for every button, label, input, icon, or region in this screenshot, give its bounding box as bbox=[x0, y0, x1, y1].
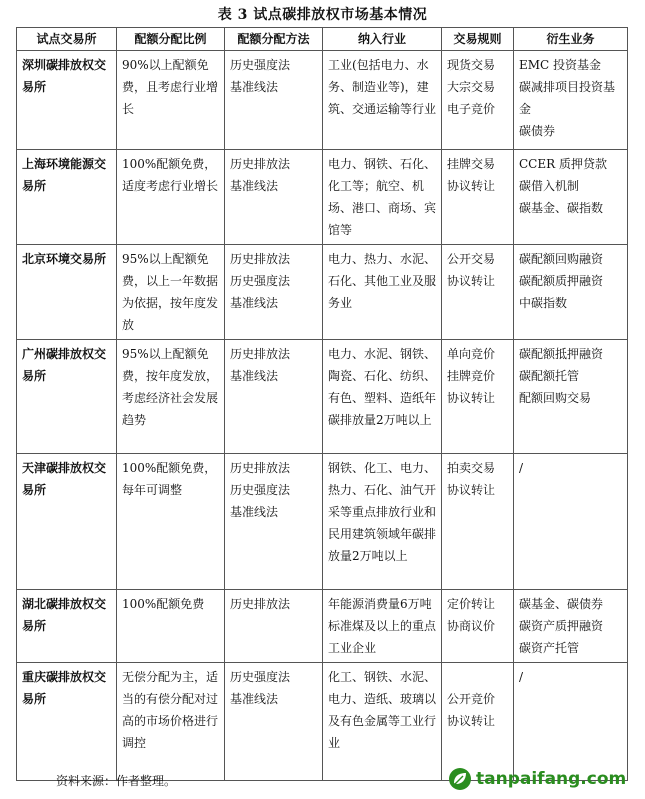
exchange-name: 天津碳排放权交易所 bbox=[17, 454, 117, 590]
derivative-business bbox=[514, 454, 628, 590]
table-row bbox=[17, 590, 628, 663]
derivative-business bbox=[514, 590, 628, 663]
allocation-method-line: 基准线法 bbox=[230, 296, 279, 310]
exchange-name: 重庆碳排放权交易所 bbox=[17, 663, 117, 781]
trading-rules bbox=[442, 454, 514, 590]
table-row bbox=[17, 340, 628, 454]
derivative-business-line: / bbox=[519, 670, 524, 684]
trading-rules-line: 大宗交易 bbox=[447, 80, 496, 94]
allocation-method-line: 基准线法 bbox=[230, 80, 279, 94]
allocation-method bbox=[225, 150, 323, 245]
trading-rules-line: 协商议价 bbox=[447, 619, 496, 633]
derivative-business bbox=[514, 150, 628, 245]
trading-rules-line: 协议转让 bbox=[447, 714, 496, 728]
covered-industry: 电力、水泥、钢铁、陶瓷、石化、纺织、有色、塑料、造纸年碳排放量2万吨以上 bbox=[323, 340, 442, 454]
derivative-business bbox=[514, 663, 628, 781]
trading-rules bbox=[442, 590, 514, 663]
trading-rules-line: 拍卖交易 bbox=[447, 461, 496, 475]
header-rules: 交易规则 bbox=[442, 28, 514, 51]
derivative-business bbox=[514, 51, 628, 150]
allocation-method-line: 历史排放法 bbox=[230, 252, 291, 266]
allocation-ratio: 95%以上配额免费，以上一年数据为依据，按年度发放 bbox=[117, 245, 225, 340]
trading-rules-line: 协议转让 bbox=[447, 274, 496, 288]
allocation-method bbox=[225, 51, 323, 150]
trading-rules-line bbox=[447, 666, 508, 688]
derivative-business-line: EMC 投资基金 bbox=[519, 58, 602, 72]
allocation-method bbox=[225, 454, 323, 590]
allocation-method bbox=[225, 663, 323, 781]
allocation-method-line: 历史强度法 bbox=[230, 58, 291, 72]
covered-industry: 年能源消费量6万吨标准煤及以上的重点工业企业 bbox=[323, 590, 442, 663]
derivative-business-line: 碳债券 bbox=[519, 124, 556, 138]
allocation-method-line: 基准线法 bbox=[230, 692, 279, 706]
allocation-ratio: 100%配额免费 bbox=[117, 590, 225, 663]
allocation-method-line: 历史排放法 bbox=[230, 157, 291, 171]
derivative-business-line: 碳配额托管 bbox=[519, 369, 580, 383]
covered-industry: 工业(包括电力、水务、制造业等)，建筑、交通运输等行业 bbox=[323, 51, 442, 150]
exchange-name: 广州碳排放权交易所 bbox=[17, 340, 117, 454]
trading-rules-line: 协议转让 bbox=[447, 179, 496, 193]
allocation-ratio: 无偿分配为主，适当的有偿分配对过高的市场价格进行调控 bbox=[117, 663, 225, 781]
trading-rules-line: 公开竞价 bbox=[447, 692, 496, 706]
trading-rules-line: 协议转让 bbox=[447, 483, 496, 497]
derivative-business-line: / bbox=[519, 461, 524, 475]
derivative-business-line: 中碳指数 bbox=[519, 296, 568, 310]
allocation-method bbox=[225, 340, 323, 454]
covered-industry: 化工、钢铁、水泥、电力、造纸、玻璃以及有色金属等工业行业 bbox=[323, 663, 442, 781]
exchange-name: 上海环境能源交易所 bbox=[17, 150, 117, 245]
table-row bbox=[17, 663, 628, 781]
trading-rules-line: 挂牌竞价 bbox=[447, 369, 496, 383]
derivative-business-line: 碳基金、碳债券 bbox=[519, 597, 604, 611]
derivative-business bbox=[514, 245, 628, 340]
derivative-business-line: 碳借入机制 bbox=[519, 179, 580, 193]
table-row bbox=[17, 245, 628, 340]
derivative-business-line: 碳基金、碳指数 bbox=[519, 201, 604, 215]
allocation-ratio: 90%以上配额免费，且考虑行业增长 bbox=[117, 51, 225, 150]
trading-rules-line: 电子竞价 bbox=[447, 102, 496, 116]
trading-rules bbox=[442, 663, 514, 781]
derivative-business-line: 碳配额抵押融资 bbox=[519, 347, 604, 361]
allocation-method-line: 基准线法 bbox=[230, 505, 279, 519]
allocation-method-line: 历史强度法 bbox=[230, 670, 291, 684]
covered-industry: 电力、热力、水泥、石化、其他工业及服务业 bbox=[323, 245, 442, 340]
trading-rules-line: 现货交易 bbox=[447, 58, 496, 72]
trading-rules bbox=[442, 51, 514, 150]
derivative-business bbox=[514, 340, 628, 454]
trading-rules-line: 定价转让 bbox=[447, 597, 496, 611]
covered-industry: 钢铁、化工、电力、热力、石化、油气开采等重点排放行业和民用建筑领域年碳排放量2万吨以上 bbox=[323, 454, 442, 590]
header-method: 配额分配方法 bbox=[225, 28, 323, 51]
derivative-business-line: 碳资产托管 bbox=[519, 641, 580, 655]
leaf-logo-icon bbox=[448, 767, 472, 791]
trading-rules-line: 公开交易 bbox=[447, 252, 496, 266]
trading-rules-line: 挂牌交易 bbox=[447, 157, 496, 171]
trading-rules-line: 协议转让 bbox=[447, 391, 496, 405]
allocation-method-line: 基准线法 bbox=[230, 369, 279, 383]
covered-industry: 电力、钢铁、石化、化工等；航空、机场、港口、商场、宾馆等 bbox=[323, 150, 442, 245]
derivative-business-line: 碳减排项目投资基金 bbox=[519, 80, 616, 116]
exchange-name: 北京环境交易所 bbox=[17, 245, 117, 340]
table-header-row bbox=[17, 28, 628, 51]
trading-rules bbox=[442, 150, 514, 245]
header-derivatives: 衍生业务 bbox=[514, 28, 628, 51]
exchange-name: 湖北碳排放权交易所 bbox=[17, 590, 117, 663]
trading-rules bbox=[442, 340, 514, 454]
header-ratio: 配额分配比例 bbox=[117, 28, 225, 51]
header-exchange: 试点交易所 bbox=[17, 28, 117, 51]
derivative-business-line: 碳配额回购融资 bbox=[519, 252, 604, 266]
table-row bbox=[17, 150, 628, 245]
site-logo bbox=[448, 764, 626, 794]
table-row bbox=[17, 51, 628, 150]
allocation-method-line: 历史强度法 bbox=[230, 274, 291, 288]
allocation-method-line: 基准线法 bbox=[230, 179, 279, 193]
logo-text: tanpaifang.com bbox=[476, 769, 627, 789]
allocation-method-line: 历史排放法 bbox=[230, 597, 291, 611]
derivative-business-line: 配额回购交易 bbox=[519, 391, 592, 405]
header-industry: 纳入行业 bbox=[323, 28, 442, 51]
derivative-business-line: 碳资产质押融资 bbox=[519, 619, 604, 633]
source-note: 资料来源：作者整理。 bbox=[56, 774, 177, 788]
allocation-method-line: 历史排放法 bbox=[230, 347, 291, 361]
allocation-ratio: 100%配额免费，适度考虑行业增长 bbox=[117, 150, 225, 245]
trading-rules-line: 单向竞价 bbox=[447, 347, 496, 361]
allocation-ratio: 95%以上配额免费，按年度发放，考虑经济社会发展趋势 bbox=[117, 340, 225, 454]
allocation-method bbox=[225, 590, 323, 663]
exchange-name: 深圳碳排放权交易所 bbox=[17, 51, 117, 150]
table-caption: 表 3 试点碳排放权市场基本情况 bbox=[217, 7, 428, 23]
table-row bbox=[17, 454, 628, 590]
allocation-ratio: 100%配额免费，每年可调整 bbox=[117, 454, 225, 590]
allocation-method-line: 历史强度法 bbox=[230, 483, 291, 497]
allocation-method-line: 历史排放法 bbox=[230, 461, 291, 475]
derivative-business-line: CCER 质押贷款 bbox=[519, 157, 607, 171]
allocation-method bbox=[225, 245, 323, 340]
carbon-market-table bbox=[16, 27, 628, 781]
derivative-business-line: 碳配额质押融资 bbox=[519, 274, 604, 288]
trading-rules bbox=[442, 245, 514, 340]
